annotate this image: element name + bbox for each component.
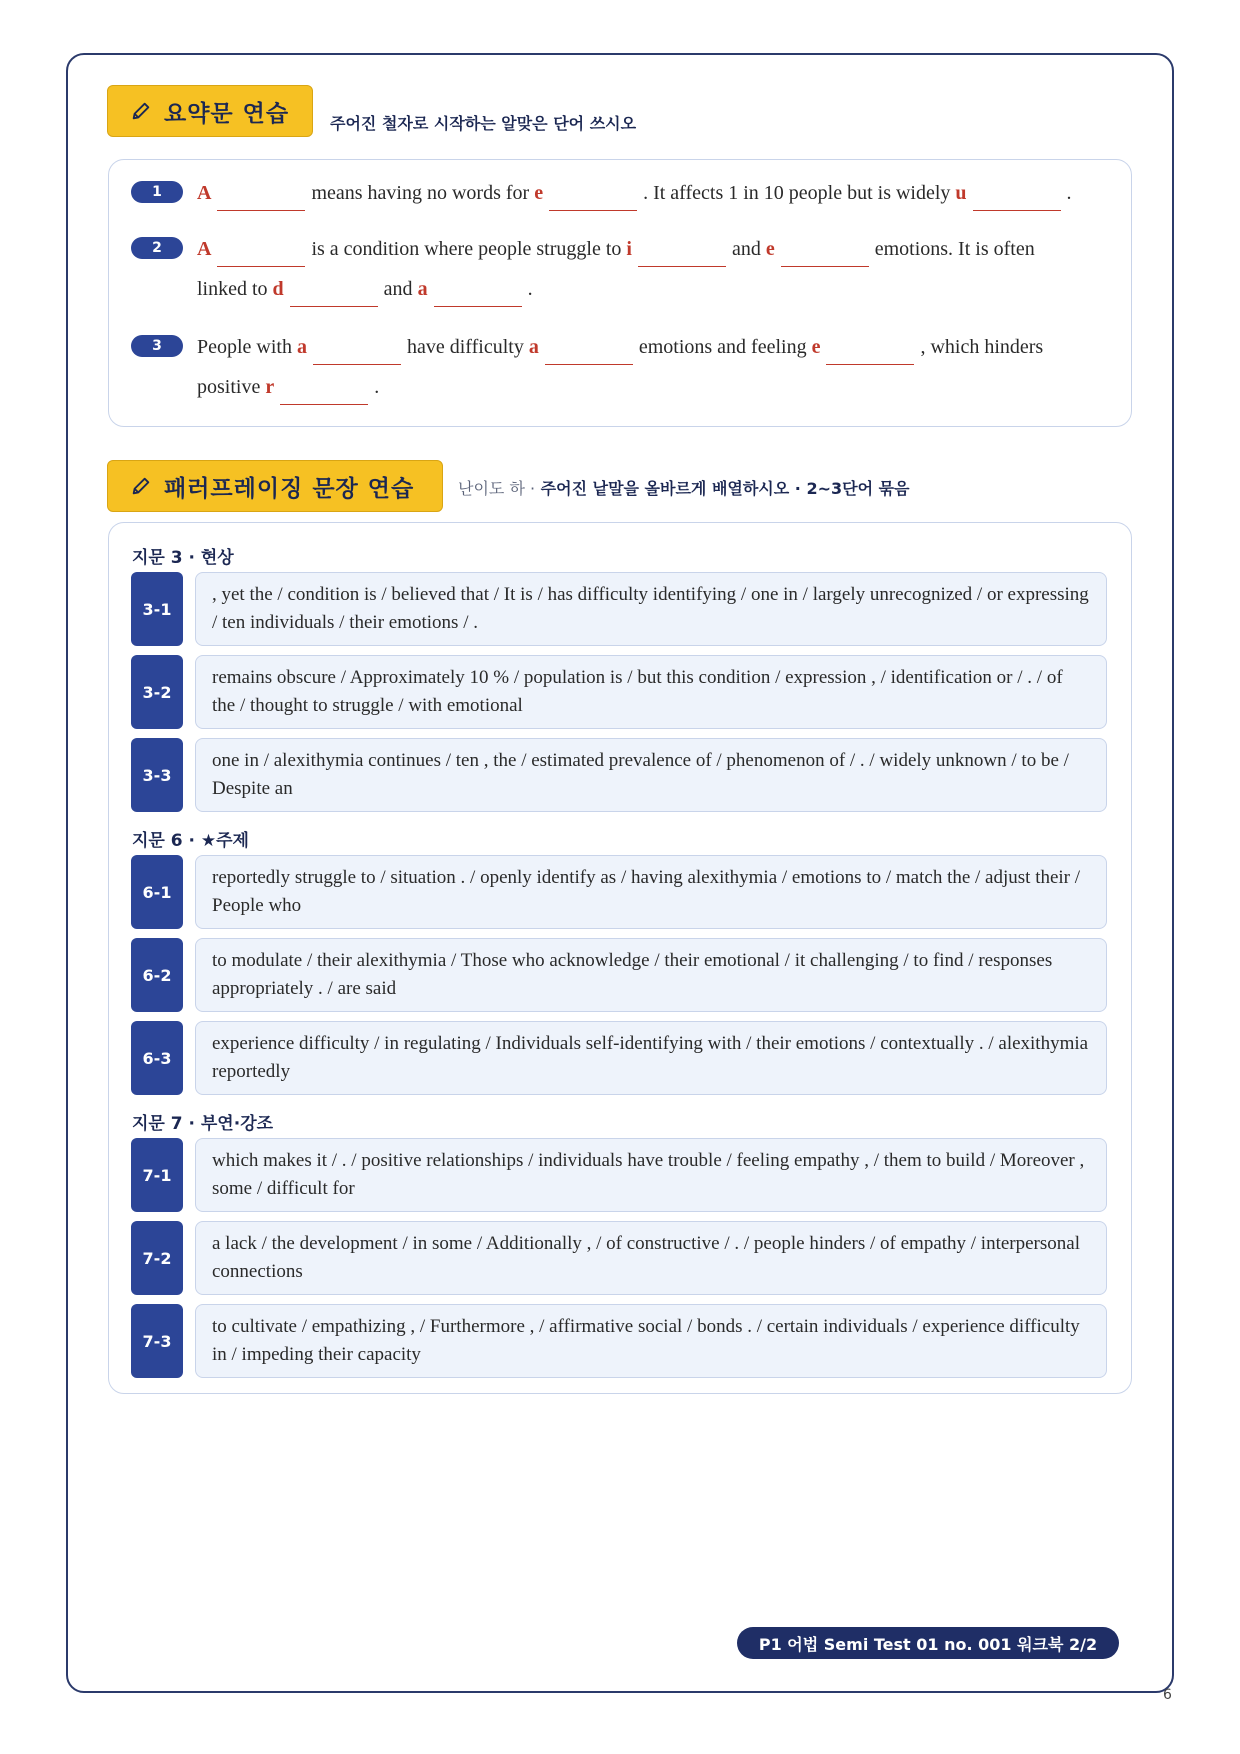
summary-item-3-line-2: positive r . <box>197 376 379 405</box>
item-number: 3-3 <box>131 738 183 812</box>
summary-item-number: 2 <box>131 237 183 259</box>
item-number: 6-1 <box>131 855 183 929</box>
pencil-icon <box>130 100 152 122</box>
summary-item-number: 1 <box>131 181 183 203</box>
difficulty-label: 난이도 하 · <box>458 479 536 498</box>
word-chunks: experience difficulty / in regulating / Individuals self-identifying with / their emotions / contextually . / alexithymia reportedly <box>195 1021 1107 1095</box>
paraphrase-item <box>131 938 1107 1012</box>
answer-blank[interactable] <box>973 188 1061 211</box>
summary-instruction: 주어진 철자로 시작하는 알맞은 단어 쓰시오 <box>330 114 637 133</box>
item-number: 3-1 <box>131 572 183 646</box>
answer-blank[interactable] <box>290 284 378 307</box>
answer-blank[interactable] <box>434 284 522 307</box>
answer-blank[interactable] <box>638 244 726 267</box>
passage-label: 지문 3 · 현상 <box>132 548 234 568</box>
paraphrase-section-header <box>107 460 443 512</box>
paraphrase-item <box>131 1304 1107 1378</box>
page-number: 6 <box>1163 1687 1172 1703</box>
paraphrase-title: 패러프레이징 문장 연습 <box>164 475 415 502</box>
word-chunks: one in / alexithymia continues / ten , the / estimated prevalence of / phenomenon of / . / widely unknown / to be / Despite an <box>195 738 1107 812</box>
paraphrase-instruction-line <box>458 476 910 499</box>
summary-item-2-line-1: A is a condition where people struggle to i and e emotions. It is often <box>197 238 1035 267</box>
answer-blank[interactable] <box>217 244 305 267</box>
summary-section-header <box>107 85 313 137</box>
pencil-icon <box>130 475 152 497</box>
summary-item-1-line: A means having no words for e . It affects 1 in 10 people but is widely u . <box>197 182 1072 211</box>
paraphrase-item <box>131 855 1107 929</box>
summary-title: 요약문 연습 <box>164 100 290 127</box>
passage-label: 지문 7 · 부연·강조 <box>132 1114 274 1134</box>
answer-blank[interactable] <box>313 342 401 365</box>
answer-blank[interactable] <box>545 342 633 365</box>
answer-blank[interactable] <box>549 188 637 211</box>
footer-label: P1 어법 Semi Test 01 no. 001 워크북 2/2 <box>737 1627 1119 1659</box>
item-number: 3-2 <box>131 655 183 729</box>
paraphrase-item <box>131 738 1107 812</box>
word-chunks: to cultivate / empathizing , / Furthermore , / affirmative social / bonds . / certain individuals / experience difficulty in / impeding their capacity <box>195 1304 1107 1378</box>
answer-blank[interactable] <box>781 244 869 267</box>
paraphrase-item <box>131 1021 1107 1095</box>
paraphrase-item <box>131 655 1107 729</box>
item-number: 7-3 <box>131 1304 183 1378</box>
item-number: 7-1 <box>131 1138 183 1212</box>
summary-item-number: 3 <box>131 335 183 357</box>
answer-blank[interactable] <box>280 382 368 405</box>
item-number: 6-2 <box>131 938 183 1012</box>
paraphrase-item <box>131 1221 1107 1295</box>
word-chunks: , yet the / condition is / believed that / It is / has difficulty identifying / one in / largely unrecognized / or expressing / ten individuals / their emotions / . <box>195 572 1107 646</box>
answer-blank[interactable] <box>826 342 914 365</box>
word-chunks: remains obscure / Approximately 10 % / population is / but this condition / expression , / identification or / . / of the / thought to struggle / with emotional <box>195 655 1107 729</box>
paraphrase-item <box>131 572 1107 646</box>
paraphrase-item <box>131 1138 1107 1212</box>
word-chunks: to modulate / their alexithymia / Those who acknowledge / their emotional / it challenging / to find / responses appropriately . / are said <box>195 938 1107 1012</box>
summary-item-3-line-1: People with a have difficulty a emotions and feeling e , which hinders <box>197 336 1043 365</box>
item-number: 7-2 <box>131 1221 183 1295</box>
word-chunks: a lack / the development / in some / Additionally , / of constructive / . / people hinders / of empathy / interpersonal connections <box>195 1221 1107 1295</box>
answer-blank[interactable] <box>217 188 305 211</box>
summary-item-2-line-2: linked to d and a . <box>197 278 533 307</box>
word-chunks: which makes it / . / positive relationships / individuals have trouble / feeling empathy , / them to build / Moreover , some / difficult for <box>195 1138 1107 1212</box>
item-number: 6-3 <box>131 1021 183 1095</box>
paraphrase-instruction: 주어진 낱말을 올바르게 배열하시오 · 2~3단어 묶음 <box>540 479 910 498</box>
word-chunks: reportedly struggle to / situation . / openly identify as / having alexithymia / emotions to / match the / adjust their / People who <box>195 855 1107 929</box>
passage-label: 지문 6 · ★주제 <box>132 831 249 851</box>
